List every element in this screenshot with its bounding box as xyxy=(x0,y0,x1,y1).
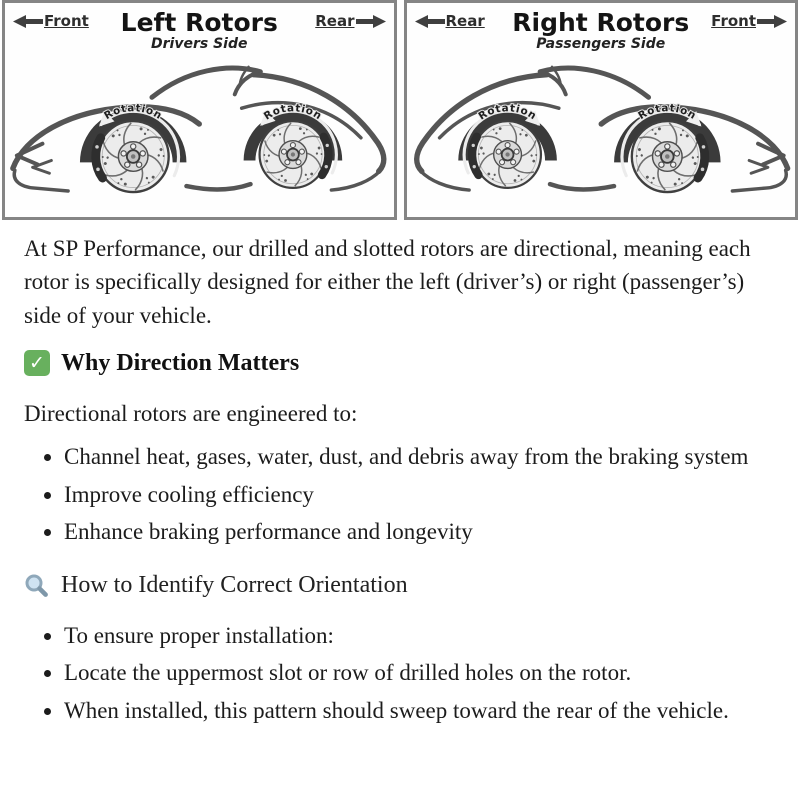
intro-paragraph: At SP Performance, our drilled and slotted rotors are directional, meaning each rotor is specifically designed for either the left (driver’s) or right (passenger’s) side of your vehicle. xyxy=(24,236,751,328)
right-arrow-icon xyxy=(356,15,386,28)
rear-label: Rear xyxy=(315,12,355,30)
section-heading-why-direction-matters xyxy=(24,346,776,381)
right-panel-titles xyxy=(512,10,689,52)
front-label: Front xyxy=(44,12,89,30)
list-lead-text: Directional rotors are engineered to: xyxy=(24,400,358,426)
rear-direction-indicator xyxy=(415,12,513,30)
right-arrow-icon xyxy=(757,15,787,28)
panel-subtitle: Drivers Side xyxy=(151,36,248,53)
list-item: • Enhance braking performance and longevity xyxy=(64,515,776,548)
left-panel-titles xyxy=(121,10,278,52)
check-mark-icon: ✓ xyxy=(24,350,50,376)
list-item: • Improve cooling efficiency xyxy=(64,478,776,511)
article-body xyxy=(0,220,800,727)
front-direction-indicator xyxy=(13,12,121,30)
list-item: • When installed, this pattern should sweep toward the rear of the vehicle. xyxy=(64,694,776,727)
car-illustration-right xyxy=(407,52,796,212)
front-direction-indicator xyxy=(711,12,787,30)
section-title: Why Direction Matters xyxy=(61,350,300,377)
left-arrow-icon xyxy=(415,15,445,28)
panel-title: Right Rotors xyxy=(512,8,690,37)
list-item: • To ensure proper installation: xyxy=(64,619,776,652)
rotation-label: Rotation xyxy=(475,102,539,123)
rear-label: Rear xyxy=(445,12,485,30)
front-label: Front xyxy=(711,12,756,30)
section-title: How to Identify Correct Orientation xyxy=(61,572,408,599)
section-heading-how-to-identify xyxy=(24,568,776,603)
rotation-label: Rotation xyxy=(635,102,698,123)
right-rotors-panel xyxy=(404,0,799,220)
list-item: • Channel heat, gases, water, dust, and debris away from the braking system xyxy=(64,440,776,473)
left-arrow-icon xyxy=(13,15,43,28)
orientation-steps-list xyxy=(24,619,776,727)
rotation-label: Rotation xyxy=(261,102,325,123)
left-rotors-panel xyxy=(2,0,397,220)
benefits-list xyxy=(24,440,776,548)
magnifying-glass-icon xyxy=(24,573,50,599)
left-panel-header xyxy=(5,3,394,52)
rotation-label: Rotation xyxy=(102,102,165,123)
rear-direction-indicator xyxy=(315,12,385,30)
panel-subtitle: Passengers Side xyxy=(536,36,666,53)
right-panel-header xyxy=(407,3,796,52)
panel-title: Left Rotors xyxy=(120,8,278,37)
car-illustration-left xyxy=(5,52,394,212)
list-item: • Locate the uppermost slot or row of drilled holes on the rotor. xyxy=(64,656,776,689)
rotor-direction-diagram xyxy=(2,0,798,220)
